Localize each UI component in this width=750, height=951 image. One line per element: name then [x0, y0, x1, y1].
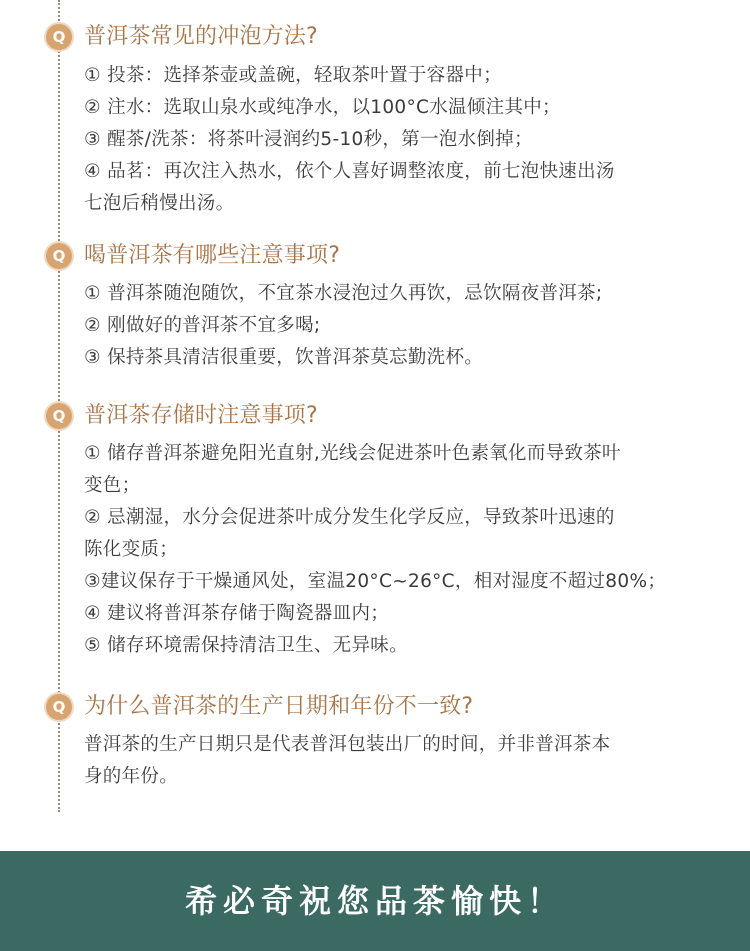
faq-question-title: 普洱茶存储时注意事项?	[84, 403, 318, 428]
question-badge-icon: Q	[46, 24, 72, 50]
answer-line: ② 注水：选取山泉水或纯净水，以100°C水温倾注其中；	[84, 97, 561, 118]
answer-line: ③ 保持茶具清洁很重要，饮普洱茶莫忘勤洗杯。	[84, 347, 484, 368]
faq-answer	[84, 60, 724, 220]
answer-line: ④ 品茗：再次注入热水，依个人喜好调整浓度，前七泡快速出汤	[84, 161, 615, 182]
footer-banner	[0, 851, 750, 951]
faq-question-title: 普洱茶常见的冲泡方法?	[84, 24, 318, 49]
question-badge-icon: Q	[46, 694, 72, 720]
answer-line: ① 储存普洱茶避免阳光直射,光线会促进茶叶色素氧化而导致茶叶	[84, 443, 621, 464]
answer-line: 普洱茶的生产日期只是代表普洱包装出厂的时间，并非普洱茶本	[84, 734, 611, 755]
faq-answer	[84, 438, 724, 662]
answer-line: 七泡后稍慢出汤。	[84, 193, 235, 214]
answer-line: ③建议保存于干燥通风处，室温20°C~26°C，相对湿度不超过80%；	[84, 571, 667, 592]
footer-slogan: 希必奇祝您品茶愉快！	[184, 882, 565, 920]
answer-line: ① 投茶：选择茶壶或盖碗，轻取茶叶置于容器中；	[84, 65, 502, 86]
question-badge-icon: Q	[46, 403, 72, 429]
answer-line: 陈化变质；	[84, 539, 179, 560]
answer-line: ⑤ 储存环境需保持清洁卫生、无异味。	[84, 635, 408, 656]
faq-answer	[84, 278, 724, 374]
question-badge-icon: Q	[46, 243, 72, 269]
answer-line: 变色；	[84, 475, 141, 496]
answer-line: ② 忌潮湿，水分会促进茶叶成分发生化学反应，导致茶叶迅速的	[84, 507, 615, 528]
answer-line: ① 普洱茶随泡随饮，不宜茶水浸泡过久再饮，忌饮隔夜普洱茶;	[84, 283, 603, 304]
faq-question-title: 喝普洱茶有哪些注意事项?	[84, 243, 341, 268]
answer-line: ② 刚做好的普洱茶不宜多喝;	[84, 315, 321, 336]
faq-answer	[84, 729, 724, 793]
answer-line: ④ 建议将普洱茶存储于陶瓷器皿内；	[84, 603, 390, 624]
faq-question-title: 为什么普洱茶的生产日期和年份不一致?	[84, 694, 474, 719]
answer-line: ③ 醒茶/洗茶：将茶叶浸润约5-10秒，第一泡水倒掉；	[84, 129, 533, 150]
answer-line: 身的年份。	[84, 766, 179, 787]
